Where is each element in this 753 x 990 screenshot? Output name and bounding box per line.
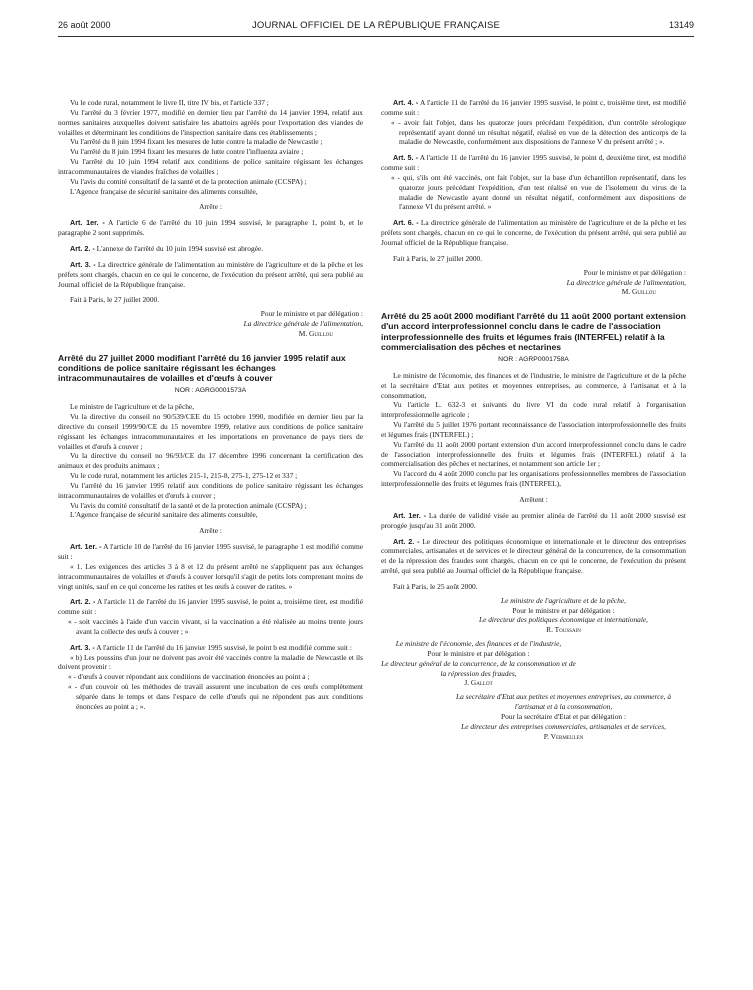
article-1 [381,511,686,531]
signatory-name: R. Toussain [546,625,581,635]
fait-a-paris: Fait à Paris, le 25 août 2000. [393,581,478,591]
signature-title: Le directeur des entreprises commerciales, artisanales et de services, [461,721,666,731]
signatory-name: M. Guillou [298,328,333,338]
article-text: Le directeur des politiques économique et internationale et le directeur des entreprises commerciales, artisanales et de services et le directeur général de la concurrence, de la consommation et de la répression des fraudes sont chargés, chacun en ce qui le concerne, de l'exécution du présent arrêté, qui sera publié au Journal officiel de la République française. [381,536,686,576]
decree-title: Arrêté du 27 juillet 2000 modifiant l'arrêté du 16 janvier 1995 relatif aux conditions de police sanitaire régissant les échanges intracommunautaires de volailles et d'œufs à couver [58,352,346,384]
signature-line: Pour le ministre et par délégation : [512,605,615,615]
header-date: 26 août 2000 [58,20,111,30]
signature-title: Le directeur général de la concurrence, de la consommation et de la répression des fraudes, [381,658,576,678]
signature-block [58,309,363,339]
signature-block [381,596,686,635]
fait-a-paris: Fait à Paris, le 27 juillet 2000. [393,253,483,263]
visa-paragraph: Vu l'arrêté du 3 février 1977, modifié en dernier lieu par l'arrêté du 14 janvier 1994, relatif aux normes sanitaires auxquelles doivent satisfaire les abattoirs agréés pour l'exportation des viandes de volailles et déterminant les conditions de l'inspection sanitaire dans ces établissements ; [58,107,363,137]
quoted-text: « - d'un couvoir où les méthodes de travail assurent une incubation de ces œufs complètement séparée dans le temps et dans l'espace de celle d'œufs qui ne répondent pas aux conditions énoncées au point a ; ». [68,682,363,711]
nor-reference: NOR : AGRG0001573A [174,387,247,395]
arrete-heading: Arrête : [199,202,222,212]
visa-paragraph: L'Agence française de sécurité sanitaire des aliments consultée, [70,186,258,196]
article-text: La durée de validité visée au premier alinéa de l'arrêté du 11 août 2000 susvisé est prorogée jusqu'au 31 août 2000. [381,510,686,530]
right-column [381,98,686,742]
article-4 [381,98,686,118]
article-text: La directrice générale de l'alimentation au ministère de l'agriculture et de la pêche et les préfets sont chargés, chacun en ce qui le concerne, de l'exécution du présent arrêté, qui sera publié au Journal officiel de la République française. [381,218,686,247]
article-1 [58,542,363,562]
visa-paragraph: Vu l'arrêté du 5 juillet 1976 portant reconnaissance de l'association interprofessionnelle des fruits et légumes frais (INTERFEL) ; [381,420,686,439]
visa-paragraph: Vu l'avis du comité consultatif de la santé et de la protection animale (CCSPA) ; [70,176,307,186]
article-text: A l'article 11 de l'arrêté du 16 janvier 1995 susvisé, le point a, troisième tiret, est modifié comme suit : [58,597,363,617]
signature-title: La directrice générale de l'alimentation, [243,319,363,329]
article-1 [58,218,363,238]
quoted-text: « - qui, s'ils ont été vaccinés, ont fait l'objet, sur la base d'un échantillon représentatif, dans les quatorze jours précédant l'expédition, d'un test réalisé en vue de l'isolement du virus de la maladie de Newcastle ayant donné un résultat négatif, conformément aux dispositions de l'annexe VI du présent arrêté. » [391,172,686,212]
decree-title: Arrêté du 25 août 2000 modifiant l'arrêté du 11 août 2000 portant extension d'un accord interprofessionnel conclu dans le cadre de l'association interprofessionnelle des fruits et légumes frais (INTERFEL) relatif à la commercialisation des pêches et nectarines [381,311,686,352]
article-text: La directrice générale de l'alimentation au ministère de l'agriculture et de la pêche et les préfets sont chargés, chacun en ce qui le concerne, de l'exécution du présent arrêté, qui sera publié au Journal officiel de la République française. [58,259,363,289]
article-label: Art. 3. - [70,642,95,652]
article-label: Art. 1er. - [70,218,105,228]
article-label: Art. 2. - [70,597,96,607]
minister-title: Le ministre de l'économie, des finances et de l'industrie, [395,639,562,649]
article-text: A l'article 11 de l'arrêté du 16 janvier 1995 susvisé, le point c, troisième tiret, est modifié comme suit : [381,98,686,117]
article-2 [381,537,686,576]
signature-block [381,639,686,688]
signature-line: Pour la secrétaire d'Etat et par délégation : [500,712,627,721]
arrete-heading: Arrête : [199,526,222,536]
arrete-heading: Arrêtent : [519,494,548,504]
article-label: Art. 3. - [70,259,96,269]
article-3 [58,260,363,290]
quoted-text: « 1. Les exigences des articles 3 à 8 et 12 du présent arrêté ne s'appliquent pas aux échanges intracommunautaires de volailles et d'œufs à couver lorsqu'il s'agit de petits lots comprenant moins de vingt unités, sauf en ce qui concerne les ratites et les œufs à couver de ratites. » [58,561,363,591]
article-2 [58,597,363,617]
article-text: A l'article 10 de l'arrêté du 16 janvier 1995 susvisé, le paragraphe 1 est modifié comme suit : [58,542,363,561]
signature-line: Pour le ministre et par délégation : [427,648,530,658]
signature-block [381,692,686,741]
article-text: A l'article 6 de l'arrêté du 10 juin 1994 susvisé, le paragraphe 1, point b, et le paragraphe 2 sont supprimés. [58,218,363,238]
header-rule [58,36,694,37]
article-text: L'annexe de l'arrêté du 10 juin 1994 susvisé est abrogée. [96,243,264,253]
journal-title: JOURNAL OFFICIEL DE LA RÉPUBLIQUE FRANÇAISE [251,20,501,31]
visa-paragraph: Vu l'arrêté du 8 juin 1994 fixant les mesures de lutte contre la maladie de Newcastle ; [70,137,323,147]
signature-line: Pour le ministre et par délégation : [583,267,686,277]
signatory-name: P. Vermeulen [543,731,584,741]
signature-title: Le directeur des politiques économique et internationale, [478,615,649,625]
article-label: Art. 4. - [393,98,419,107]
article-label: Art. 1er. - [70,542,102,552]
quoted-text: « - avoir fait l'objet, dans les quatorze jours précédant l'expédition, d'un contrôle sérologique représentatif ayant donné un résultat négatif, réalisé en vue de la détection des anticorps de la maladie de Newcastle, conformément aux dispositions de l'annexe V du présent arrêté ; ». [391,117,686,147]
signatory-name: M. Guillou [621,287,656,297]
visa-paragraph: Vu la directive du conseil no 96/93/CE du 17 décembre 1996 concernant la certification des animaux et des produits animaux ; [58,451,363,471]
left-column [58,98,363,712]
minister-title: La secrétaire d'Etat aux petites et moyennes entreprises, au commerce, à l'artisanat et à la consommation, [455,692,672,712]
article-label: Art. 1er. - [393,510,427,520]
visa-paragraph: Vu le code rural, notamment les articles 215-1, 215-8, 275-1, 275-12 et 337 ; [70,471,298,481]
signature-block [381,268,686,298]
visa-paragraph: Vu la directive du conseil no 90/539/CEE du 15 octobre 1990, modifiée en dernier lieu par la directive du conseil 1999/90/CE du 15 novembre 1999, relative aux conditions de police sanitaire régissant les échanges intracommunautaires et les importations en provenance de pays tiers de volailles et d'œufs à couver ; [58,412,363,451]
article-2 [58,244,363,254]
article-label: Art. 2. - [70,243,95,253]
article-6 [381,218,686,248]
article-label: Art. 6. - [393,218,419,228]
signatory-name: J. Gallot [464,678,493,688]
visa-paragraph: L'Agence française de sécurité sanitaire des aliments consultée, [70,510,258,520]
visa-paragraph: Vu l'arrêté du 11 août 2000 portant extension d'un accord interprofessionnel conclu dans le cadre de l'association interprofessionnelle des fruits et légumes frais (INTERFEL) relatif à la commercialisation des pêches et nectarines, et notamment son article 1er ; [381,439,686,469]
signature-line: Pour le ministre et par délégation : [260,309,363,319]
visa-paragraph: Vu l'article L. 632-3 et suivants du livre VI du code rural relatif à l'organisation interprofessionnelle agricole ; [381,400,686,420]
visa-paragraph: Vu l'avis du comité consultatif de la santé et de la protection animale (CCSPA) ; [70,500,307,510]
article-label: Art. 2. - [393,536,420,546]
visa-paragraph: Vu le code rural, notamment le livre II, titre IV bis, et l'article 337 ; [70,98,269,107]
article-text: A l'article 11 de l'arrêté du 16 janvier 1995 susvisé, le point d, deuxième tiret, est modifié comme suit : [381,153,686,173]
quoted-text: « - d'œufs à couver répondant aux conditions de vaccination énoncées au point a ; [68,672,310,682]
article-3 [58,643,363,653]
nor-reference: NOR : AGRP0001758A [498,356,569,363]
visa-paragraph: Le ministre de l'économie, des finances et de l'industrie, le ministre de l'agriculture et de la pêche et la secrétaire d'Etat aux petites et moyennes entreprises, au commerce, à l'artisanat et à la consommation, [381,370,686,400]
visa-paragraph: Vu l'arrêté du 8 juin 1994 fixant les mesures de lutte contre l'influenza aviaire ; [70,147,304,157]
article-label: Art. 5. - [393,153,419,163]
visa-paragraph: Vu l'accord du 4 août 2000 conclu par les organisations professionnelles membres de l'association interprofessionnelle des fruits et légumes frais (INTERFEL), [381,469,686,489]
minister-title: Le ministre de l'agriculture et de la pêche, [500,595,626,605]
visa-paragraph: Le ministre de l'agriculture et de la pêche, [70,402,195,412]
page-number: 13149 [668,20,694,30]
quoted-text: « b) Les poussins d'un jour ne doivent pas avoir été vaccinés contre la maladie de Newcastle et ils doivent provenir : [58,652,363,672]
signature-title: La directrice générale de l'alimentation, [566,277,686,287]
fait-a-paris: Fait à Paris, le 27 juillet 2000. [70,295,160,305]
visa-paragraph: Vu l'arrêté du 10 juin 1994 relatif aux conditions de police sanitaire régissant les échanges intracommunautaires de viandes fraîches de volailles ; [58,157,363,176]
visa-paragraph: Vu l'arrêté du 16 janvier 1995 relatif aux conditions de police sanitaire régissant les échanges intracommunautaires de volailles et d'œufs à couver ; [58,480,363,500]
article-text: A l'article 11 de l'arrêté du 16 janvier 1995 susvisé, le point b est modifié comme suit : [96,642,352,652]
article-5 [381,153,686,173]
quoted-text: « - soit vaccinés à l'aide d'un vaccin vivant, si la vaccination a été réalisée au moins trente jours avant la collecte des œufs à couver ; » [68,617,363,636]
page-header [58,20,694,36]
